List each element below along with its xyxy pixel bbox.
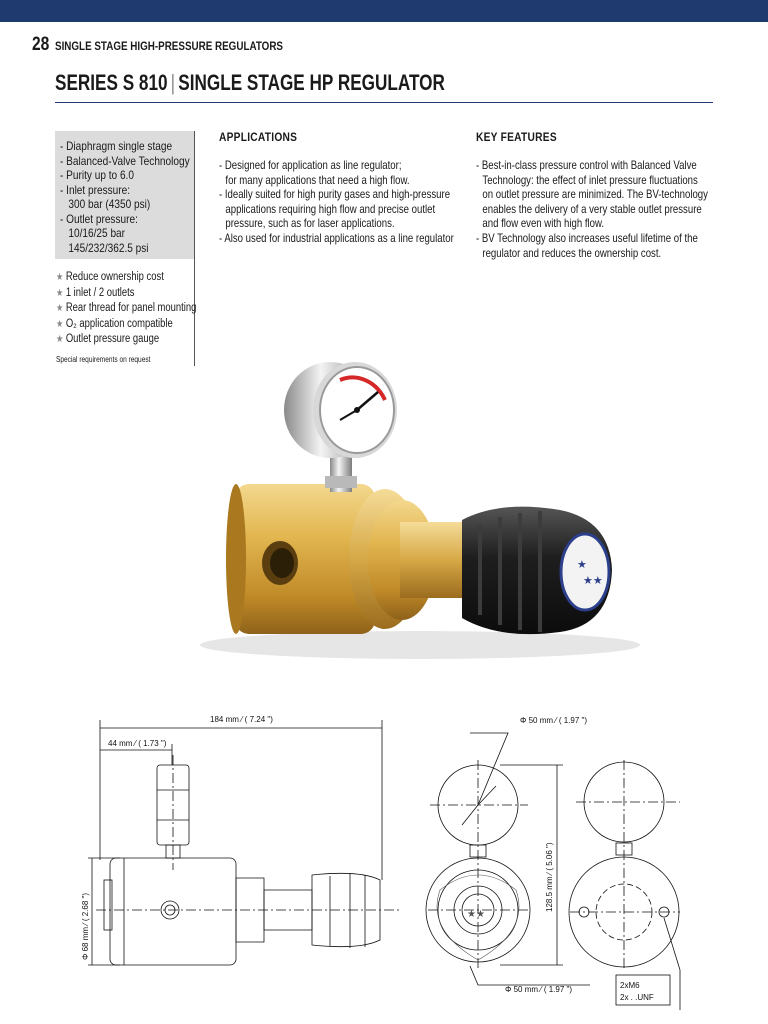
star-icon: ★: [56, 272, 64, 283]
spec-item: - Inlet pressure:: [60, 182, 131, 197]
applications-text: - Designed for application as line regulator; for many applications that need a high flow. - Ideally suited for high purity gases and high-pressure applications requiring high flow and precise outlet pressure, such as for laser applications. - Also used for industrial applications as a line regulator: [219, 158, 454, 245]
series-code: SERIES S 810: [55, 70, 168, 95]
section-title: SINGLE STAGE HIGH-PRESSURE REGULATORS: [55, 39, 283, 53]
dim-label-knob: Φ 50 mm ⁄ ( 1.97 "): [505, 985, 573, 994]
spec-item: - Purity up to 6.0: [60, 168, 134, 182]
key-features-text: - Best-in-class pressure control with Balanced Valve Technology: the effect of inlet pressure fluctuations on outlet pressure are minimized. The BV-technology enables the delivery of a very stable outlet pressure and flow even with high flow. - BV Technology also increases useful lifetime of the regulator and reduces the ownership cost.: [476, 158, 708, 260]
feature-item: ★ 1 inlet / 2 outlets: [56, 286, 135, 299]
feature-item: ★ O₂ application compatible: [56, 317, 173, 330]
series-name: SINGLE STAGE HP REGULATOR: [178, 70, 445, 95]
spec-item: - Outlet pressure:: [60, 211, 138, 226]
dim-label-gauge: Φ 50 mm ⁄ ( 1.97 "): [520, 716, 588, 725]
dim-label-thread-2: 2x . .UNF: [620, 993, 654, 1002]
svg-text:★: ★: [577, 559, 587, 571]
star-icon: ★: [56, 334, 64, 345]
feature-item: ★ Reduce ownership cost: [56, 271, 164, 283]
dim-label-body: Φ 68 mm ⁄ ( 2.68 "): [81, 892, 90, 960]
applications-heading: APPLICATIONS: [219, 130, 298, 144]
star-icon: ★: [56, 303, 64, 314]
spec-item: - Diaphragm single stage: [60, 139, 173, 153]
spec-item: - Balanced-Valve Technology: [60, 153, 190, 168]
dim-label-offset: 44 mm ⁄ ( 1.73 "): [108, 739, 167, 748]
svg-text:★★: ★★: [467, 909, 485, 920]
key-features-heading: KEY FEATURES: [476, 130, 557, 144]
special-note: Special requirements on request: [56, 355, 151, 364]
dim-label-height: 128.5 mm ⁄ ( 5.06 "): [545, 842, 554, 912]
feature-item: ★ Rear thread for panel mounting: [56, 302, 197, 314]
feature-item: ★ Outlet pressure gauge: [56, 333, 160, 345]
page-number: 28: [32, 34, 50, 55]
spec-item: 300 bar (4350 psi): [68, 197, 151, 211]
dim-label-length: 184 mm ⁄ ( 7.24 "): [210, 715, 273, 724]
star-icon: ★: [56, 287, 64, 299]
title-separator: |: [170, 70, 176, 95]
dim-label-thread-1: 2xM6: [620, 981, 640, 990]
spec-item: 10/16/25 bar: [68, 226, 126, 240]
svg-text:★★: ★★: [583, 575, 603, 587]
spec-item: 145/232/362.5 psi: [68, 240, 149, 255]
star-icon: ★: [56, 318, 64, 330]
